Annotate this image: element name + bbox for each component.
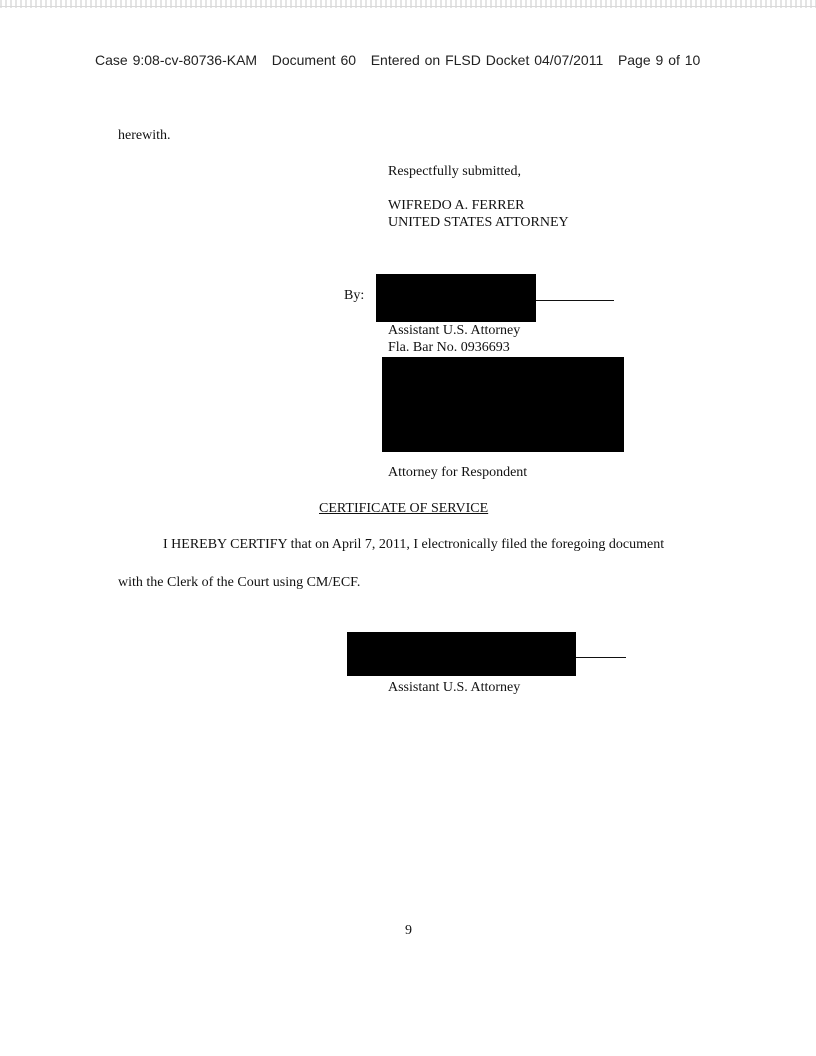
salutation: Respectfully submitted, [388, 164, 521, 179]
signature-line [536, 300, 614, 301]
redaction-signature [376, 274, 536, 322]
certificate-signer-role: Assistant U.S. Attorney [388, 680, 521, 695]
scan-edge-artifact [0, 0, 816, 8]
attorney-for: Attorney for Respondent [388, 465, 528, 480]
page-number: 9 [405, 923, 412, 938]
certificate-signature-line [576, 657, 626, 658]
document-number: Document 60 [271, 52, 357, 68]
redaction-certificate-signature [347, 632, 576, 676]
page-indicator: Page 9 of 10 [617, 52, 701, 68]
certificate-heading: CERTIFICATE OF SERVICE [319, 501, 489, 516]
signer-role: Assistant U.S. Attorney [388, 323, 521, 338]
case-number: Case 9:08-cv-80736-KAM [95, 52, 258, 68]
by-label: By: [344, 288, 365, 303]
attorney-title: UNITED STATES ATTORNEY [388, 215, 569, 230]
document-header [95, 52, 700, 68]
closing-fragment: herewith. [118, 128, 171, 143]
docket-entry: Entered on FLSD Docket 04/07/2011 [370, 52, 604, 68]
attorney-name: WIFREDO A. FERRER [388, 198, 525, 213]
certificate-line-2: with the Clerk of the Court using CM/ECF. [118, 575, 361, 590]
bar-number: Fla. Bar No. 0936693 [388, 340, 510, 355]
certificate-line-1: I HEREBY CERTIFY that on April 7, 2011, I electronically filed the foregoing document [163, 537, 665, 552]
redaction-contact-info [382, 357, 624, 452]
